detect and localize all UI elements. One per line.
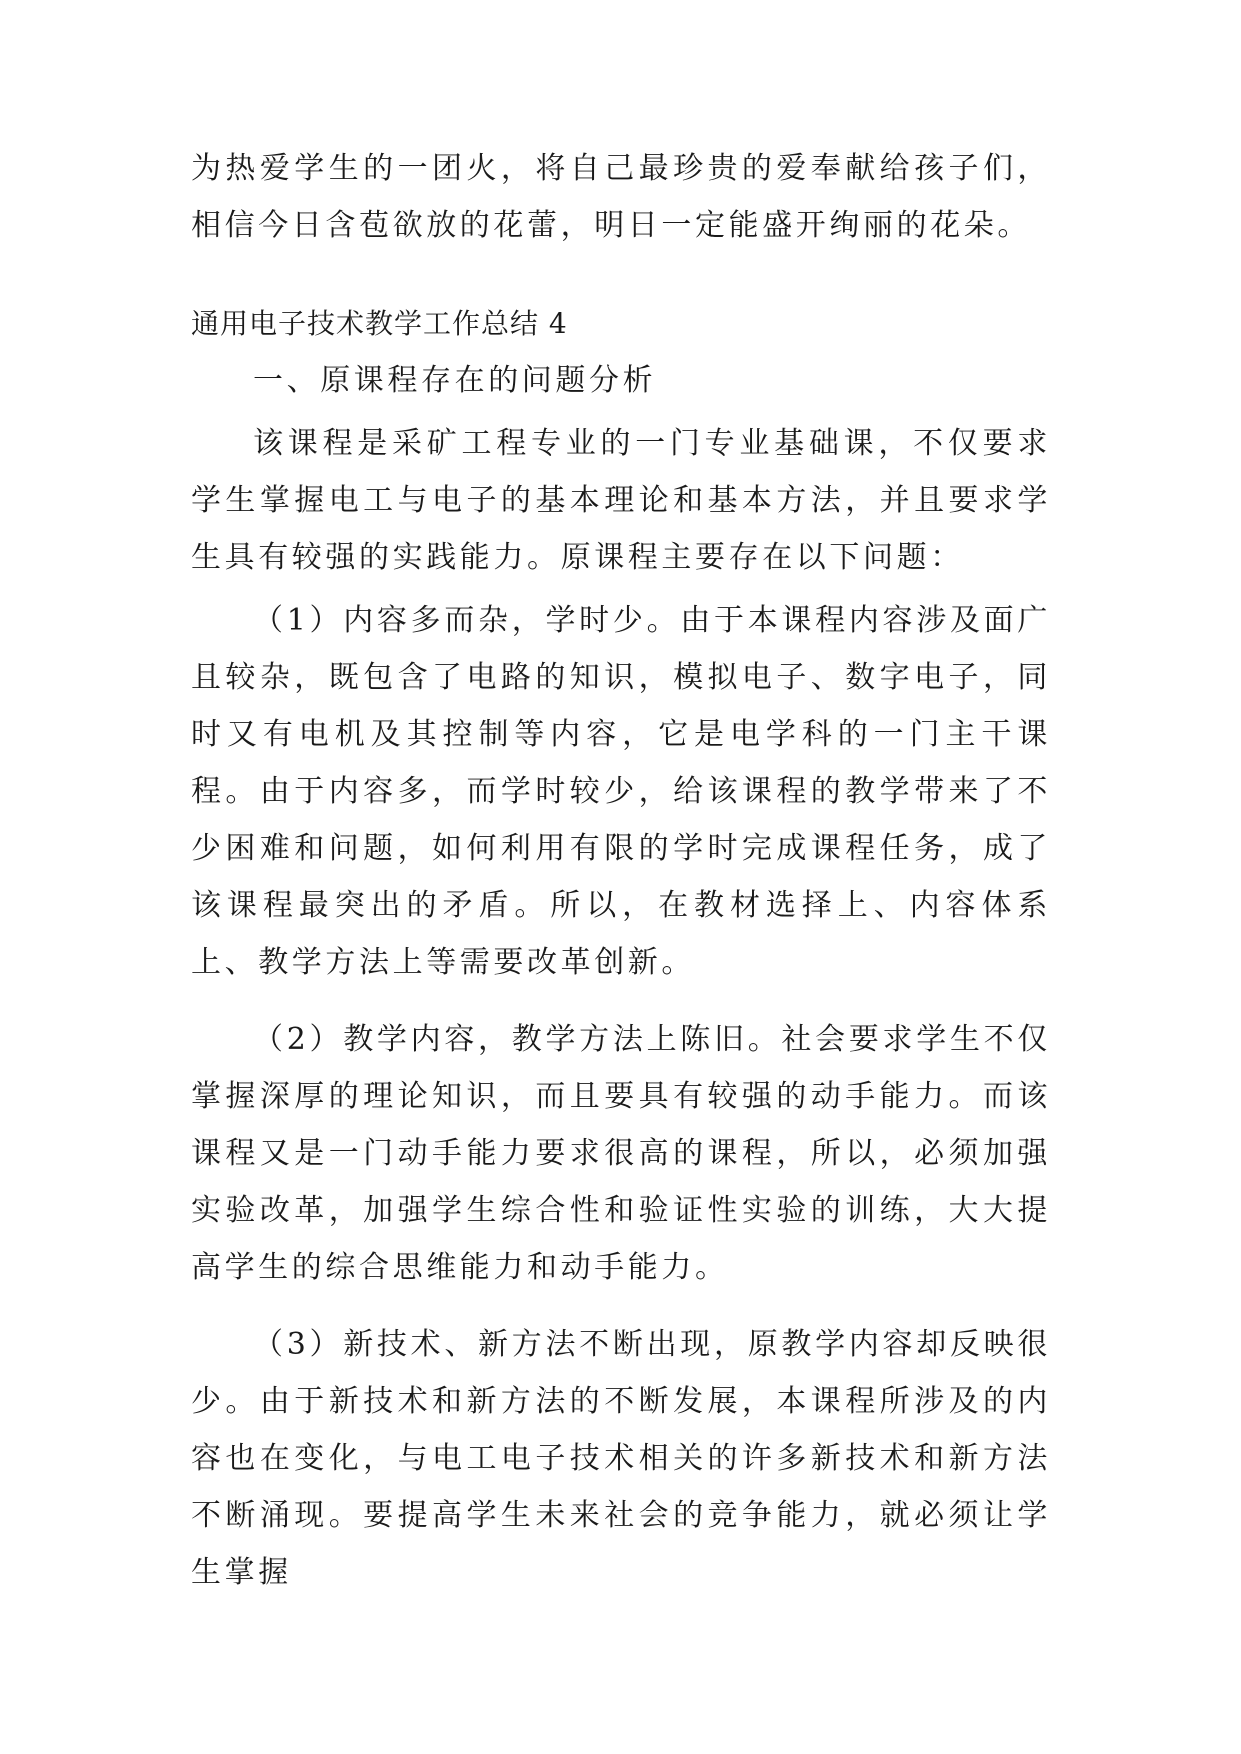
paragraph-item-1: （1）内容多而杂，学时少。由于本课程内容涉及面广且较杂，既包含了电路的知识，模拟电子、数字电子，同时又有电机及其控制等内容，它是电学科的一门主干课程。由于内容多，而学时较少，给该课程的教学带来了不少困难和问题，如何利用有限的学时完成课程任务，成了该课程最突出的矛盾。所以，在教材选择上、内容体系上、教学方法上等需要改革创新。: [191, 603, 1051, 980]
heading-problem-analysis: 一、原课程存在的问题分析: [253, 363, 657, 398]
paragraph-item-2: （2）教学内容，教学方法上陈旧。社会要求学生不仅掌握深厚的理论知识，而且要具有较强的动手能力。而该课程又是一门动手能力要求很高的课程，所以，必须加强实验改革，加强学生综合性和验证性实验的训练，大大提高学生的综合思维能力和动手能力。: [191, 1022, 1051, 1285]
body-text: [191, 352, 1051, 1601]
paragraph-item-3: （3）新技术、新方法不断出现，原教学内容却反映很少。由于新技术和新方法的不断发展，本课程所涉及的内容也在变化，与电工电子技术相关的许多新技术和新方法不断涌现。要提高学生未来社会的竞争能力，就必须让学生掌握: [191, 1327, 1051, 1590]
continuation-paragraph: [191, 140, 1051, 254]
continuation-text: 为热爱学生的一团火，将自己最珍贵的爱奉献给孩子们，相信今日含苞欲放的花蕾，明日一定能盛开绚丽的花朵。: [191, 151, 1051, 243]
paragraph-intro: 该课程是采矿工程专业的一门专业基础课，不仅要求学生掌握电工与电子的基本理论和基本方法，并且要求学生具有较强的实践能力。原课程主要存在以下问题：: [191, 426, 1051, 575]
section-title: 通用电子技术教学工作总结 4: [191, 307, 568, 340]
